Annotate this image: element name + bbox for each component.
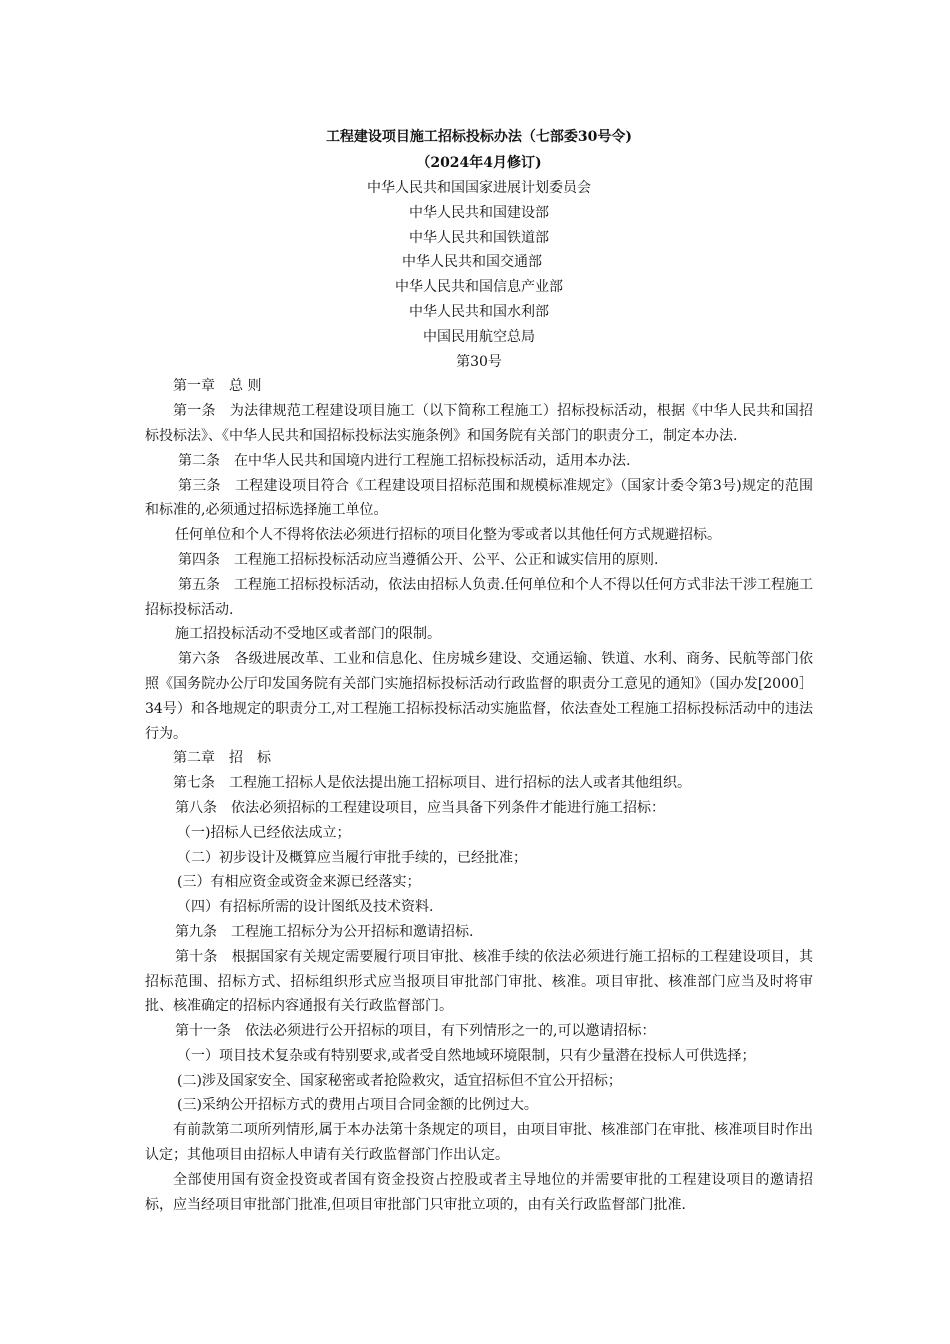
list-item: （四）有招标所需的设计图纸及技术资料. (177, 899, 434, 916)
article-8: 第八条 依法必须招标的工程建设项目，应当具备下列条件才能进行施工招标： (175, 799, 665, 816)
chapter-heading: 第二章 招 标 (173, 750, 271, 767)
chapter-heading: 第一章 总 则 (173, 378, 262, 395)
article-4: 第四条 工程施工招标投标活动应当遵循公开、公平、公正和诚实信用的原则. (178, 551, 659, 568)
issuer-line: 中华人民共和国国家进展计划委员会 (367, 180, 591, 196)
article-2: 第二条 在中华人民共和国境内进行工程施工招标投标活动，适用本办法. (178, 452, 631, 469)
list-item: (二)涉及国家安全、国家秘密或者抢险救灾，适宜招标但不宜公开招标； (177, 1072, 622, 1089)
paragraph: 有前款第二项所列情形,属于本办法第十条规定的项目，由项目审批、核准部门在审批、核准项目时作出认定；其他项目由招标人申请有关行政监督部门作出认定。 (145, 1122, 813, 1164)
article-1: 第一条 为法律规范工程建设项目施工（以下简称工程施工）招标投标活动，根据《中华人民共和国招标投标法》、《中华人民共和国招标投标法实施条例》和国务院有关部门的职责分工，制定本办法. (145, 403, 813, 444)
order-number: 第30号 (456, 353, 502, 370)
article-7: 第七条 工程施工招标人是依法提出施工招标项目、进行招标的法人或者其他组织。 (173, 775, 691, 792)
paragraph: 施工招投标活动不受地区或者部门的限制。 (175, 626, 441, 643)
issuer-line: 中华人民共和国信息产业部 (395, 279, 563, 296)
article-11: 第十一条 依法必须进行公开招标的项目，有下列情形之一的,可以邀请招标： (175, 1023, 656, 1040)
article-3: 第三条 工程建设项目符合《工程建设项目招标范围和规模标准规定》（国家计委令第3号)规定的范围和标准的,必须通过招标选择施工单位。 (145, 477, 813, 519)
issuer-line: 中华人民共和国水利部 (409, 303, 549, 320)
list-item: (三)采纳公开招标方式的费用占项目合同金额的比例过大。 (177, 1097, 538, 1114)
document-title: 工程建设项目施工招标投标办法（七部委30号令) (325, 129, 633, 145)
article-5: 第五条 工程施工招标投标活动，依法由招标人负责.任何单位和个人不得以任何方式非法干涉工程施工招标投标活动. (145, 576, 813, 618)
article-10: 第十条 根据国家有关规定需要履行项目审批、核准手续的依法必须进行施工招标的工程建设项目，其招标范围、招标方式、招标组织形式应当报项目审批部门审批、核准。项目审批、核准部门应当及时将审批、核准确定的招标内容通报有关行政监督部门。 (145, 948, 813, 1015)
issuer-line: 中国民用航空总局 (423, 328, 535, 345)
article-6: 第六条 各级进展改革、工业和信息化、住房城乡建设、交通运输、铁道、水利、商务、民航等部门依照《国务院办公厅印发国务院有关部门实施招标投标活动行政监督的职责分工意见的通知》（国办发[2000］34号）和各地规定的职责分工,对工程施工招标投标活动实施监督，依法查处工程施工招标投标活动中的违法行为。 (145, 651, 813, 742)
list-item: (三）有相应资金或资金来源已经落实； (177, 874, 421, 891)
paragraph: 全部使用国有资金投资或者国有资金投资占控股或者主导地位的并需要审批的工程建设项目的邀请招标，应当经项目审批部门批准,但项目审批部门只审批立项的，由有关行政监督部门批准. (145, 1171, 813, 1213)
list-item: （一)招标人已经依法成立； (177, 824, 351, 841)
issuer-line: 中华人民共和国铁道部 (409, 229, 549, 246)
revision-note: （2024年4月修订) (416, 155, 542, 171)
article-9: 第九条 工程施工招标分为公开招标和邀请招标. (175, 923, 474, 940)
issuer-line: 中华人民共和国建设部 (409, 204, 549, 221)
list-item: （一）项目技术复杂或有特别要求,或者受自然地域环境限制，只有少量潜在投标人可供选择； (177, 1047, 756, 1064)
document-content (145, 124, 813, 1217)
list-item: （二）初步设计及概算应当履行审批手续的，已经批准； (177, 849, 527, 866)
paragraph: 任何单位和个人不得将依法必须进行招标的项目化整为零或者以其他任何方式规避招标。 (175, 527, 721, 544)
issuer-line: 中华人民共和国交通部 (402, 254, 542, 271)
